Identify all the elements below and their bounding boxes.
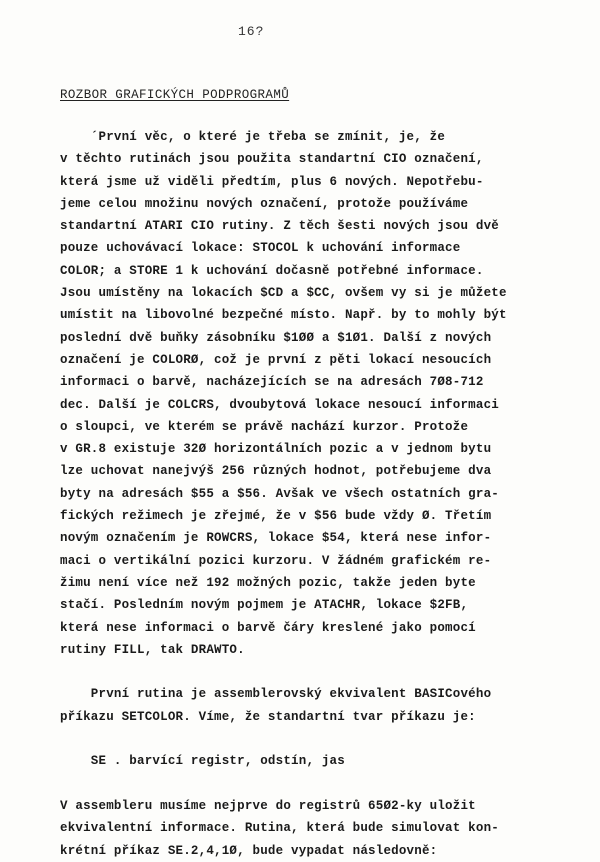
text-line	[60, 728, 600, 750]
text-line: byty na adresách $55 a $56. Avšak ve všech ostatních gra-	[60, 486, 499, 501]
text-line: lze uchovat nanejvýš 256 různých hodnot, potřebujeme dva	[60, 464, 492, 479]
text-line: v těchto rutinách jsou použita standartní CIO označení,	[60, 152, 484, 167]
text-line: jeme celou množinu nových označení, protože používáme	[60, 196, 469, 211]
text-line: v GR.8 existuje 32Ø horizontálních pozic a v jednom bytu	[60, 442, 492, 457]
text-line: Jsou umístěny na lokacích $CD a $CC, ovšem vy si je můžete	[60, 286, 507, 301]
text-line: fických režimech je zřejmé, že v $56 bude vždy Ø. Třetím	[60, 509, 492, 524]
text-line: pouze uchovávací lokace: STOCOL k uchování informace	[60, 241, 461, 256]
text-line: První rutina je assemblerovský ekvivalent BASICového	[60, 687, 492, 702]
text-line: stačí. Posledním novým pojmem je ATACHR, lokace $2FB,	[60, 598, 469, 613]
text-line: informaci o barvě, nacházejících se na adresách 7Ø8-712	[60, 375, 484, 390]
text-line: dec. Další je COLCRS, dvoubytová lokace nesoucí informaci	[60, 397, 499, 412]
text-line: označení je COLORØ, což je první z pěti lokací nesoucích	[60, 352, 492, 367]
text-line: V assembleru musíme nejprve do registrů 65Ø2-ky uložit	[60, 798, 476, 813]
text-line: příkazu SETCOLOR. Víme, že standartní tvar příkazu je:	[60, 709, 476, 724]
section-heading: ROZBOR GRAFICKÝCH PODPROGRAMŮ	[60, 88, 290, 102]
text-line: ekvivalentní informace. Rutina, která bude simulovat kon-	[60, 821, 499, 836]
text-line: o sloupci, ve kterém se právě nachází kurzor. Protože	[60, 419, 469, 434]
text-line: žimu není více než 192 možných pozic, takže jeden byte	[60, 575, 476, 590]
text-line: SE . barvící registr, odstín, jas	[60, 754, 345, 769]
text-line: standartní ATARI CIO rutiny. Z těch šesti nových jsou dvě	[60, 219, 499, 234]
text-line: novým označením je ROWCRS, lokace $54, která nese infor-	[60, 531, 492, 546]
text-line: poslední dvě buňky zásobníku $1ØØ a $1Ø1. Další z nových	[60, 330, 492, 345]
page-number: 16?	[238, 24, 265, 39]
text-line: která nese informaci o barvě čáry kreslené jako pomocí	[60, 620, 476, 635]
text-line	[60, 773, 600, 795]
text-line	[60, 661, 600, 683]
text-line: která jsme už viděli předtím, plus 6 nových. Nepotřebu-	[60, 174, 484, 189]
body-text	[60, 126, 600, 862]
text-line: ´První věc, o které je třeba se zmínit, je, že	[60, 130, 446, 144]
text-line: COLOR; a STORE 1 k uchování dočasně potřebné informace.	[60, 263, 484, 278]
text-line: krétní příkaz SE.2,4,1Ø, bude vypadat následovně:	[60, 843, 438, 858]
text-line: umístit na libovolné bezpečné místo. Např. by to mohly být	[60, 308, 507, 323]
text-line: maci o vertikální pozici kurzoru. V žádném grafickém re-	[60, 553, 492, 568]
text-line: rutiny FILL, tak DRAWTO.	[60, 642, 245, 657]
